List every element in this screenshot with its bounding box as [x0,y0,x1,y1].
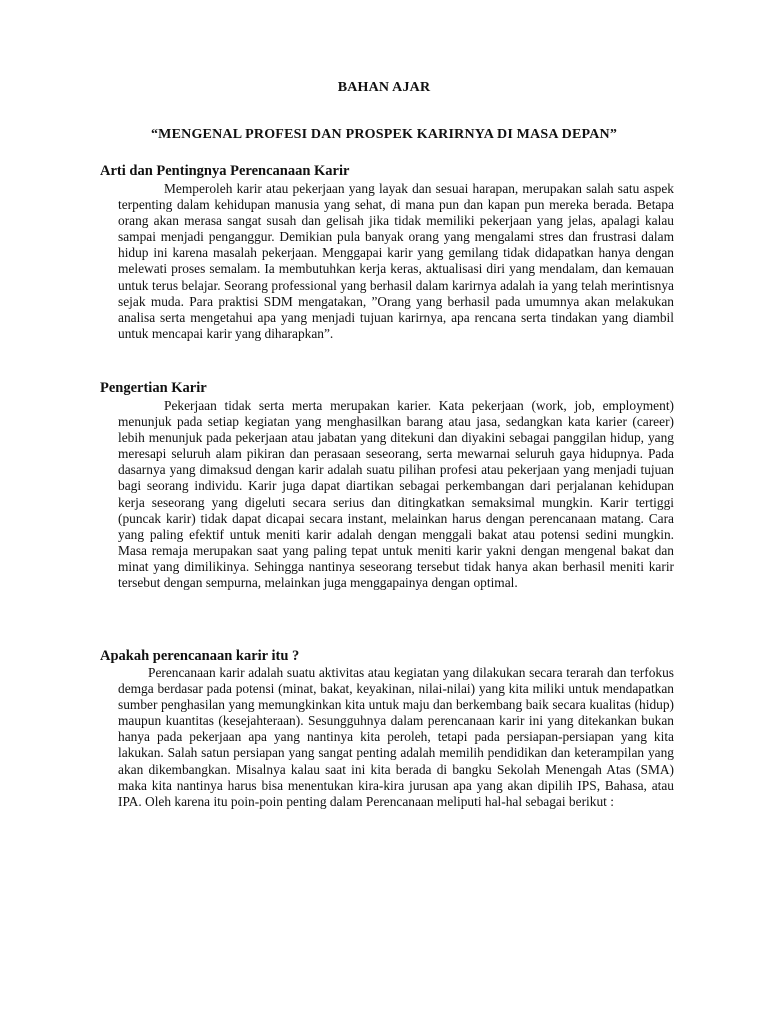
section-paragraph-perencanaan-karir [118,665,674,810]
section-heading-pengertian-karir: Pengertian Karir [100,380,207,396]
paragraph-text: Memperoleh karir atau pekerjaan yang layak dan sesuai harapan, merupakan salah satu aspek terpenting dalam kehidupan manusia yang sehat, di mana pun dan kapan pun mereka berada. Betapa orang akan merasa sangat susah dan gelisah jika tidak memiliki pekerjaan yang jelas, apalagi kalau sampai menjadi penganggur. Demikian pula banyak orang yang mengalami stres dan frustrasi dalam hidup ini karena masalah pekerjaan. Menggapai karir yang gemilang tidak didapatkan hanya dengan melewati proses semalam. Ia membutuhkan kerja keras, aktualisasi diri yang mendalam, dan kemauan untuk terus belajar. Seorang professional yang berhasil dalam karirnya adalah ia yang telah merintisnya sejak muda. Para praktisi SDM mengatakan, ”Orang yang berhasil pada umumnya akan melakukan analisa serta mengetahui apa yang menjadi tujuan karirnya, apa rencana serta tindakan yang diambil untuk mencapai karir yang diharapkan”. [118,181,674,341]
document-subtitle: “MENGENAL PROFESI DAN PROSPEK KARIRNYA DI MASA DEPAN” [150,127,618,142]
section-heading-arti-karir: Arti dan Pentingnya Perencanaan Karir [100,163,350,179]
section-heading-perencanaan-karir: Apakah perencanaan karir itu ? [100,648,300,664]
paragraph-text: Perencanaan karir adalah suatu aktivitas atau kegiatan yang dilakukan secara terarah dan terfokus demga berdasar pada potensi (minat, bakat, keyakinan, nilai-nilai) yang kita miliki untuk mendapatkan sumber penghasilan yang memungkinkan kita untuk maju dan berkembang baik secara kualitas (hidup) maupun kuantitas (kesejahteraan). Sesungguhnya dalam perencanaan karir ini yang ditekankan bukan hanya pada pekerjaan apa yang nantinya kita peroleh, tetapi pada persiapan-persiapan yang kita lakukan. Salah satun persiapan yang sangat penting adalah memilih pendidikan dan keterampilan yang akan dikembangkan. Misalnya kalau saat ini kita berada di bangku Sekolah Menengah Atas (SMA) maka kita nantinya harus bisa menentukan kira-kira jurusan apa yang akan dipilih IPS, Bahasa, atau IPA. Oleh karena itu poin-poin penting dalam Perencanaan meliputi hal-hal sebagai berikut : [118,665,674,809]
section-paragraph-pengertian-karir [118,398,674,591]
paragraph-text: Pekerjaan tidak serta merta merupakan karier. Kata pekerjaan (work, job, employment) menunjuk pada setiap kegiatan yang menghasilkan barang atau jasa, sedangkan kata karier (career) lebih menunjuk pada pekerjaan atau jabatan yang ditekuni dan diyakini sebagai panggilan hidup, yang meresapi seluruh alam pikiran dan perasaan seseorang, serta mewarnai seluruh gaya hidupnya. Pada dasarnya yang dimaksud dengan karir adalah suatu pilihan profesi atau pekerjaan yang menjadi tujuan bagi seorang individu. Karir juga dapat diartikan sebagai perkembangan dari perjalanan kehidupan kerja seseorang yang digeluti secara serius dan ditingkatkan semaksimal mungkin. Karir tertiggi (puncak karir) tidak dapat dicapai secara instant, melainkan harus dengan perencanaan matang. Cara yang paling efektif untuk meniti karir adalah dengan menggali bakat atau potensi sedini mungkin. Masa remaja merupakan saat yang paling tepat untuk meniti karir yakni dengan mengenal bakat dan minat yang dimilikinya. Sehingga nantinya seseorang tersebut tidak hanya akan berhasil meniti karir tersebut dengan sempurna, melainkan juga menggapainya dengan optimal. [118,398,674,591]
document-title: BAHAN AJAR [337,80,431,95]
section-paragraph-arti-karir [118,181,674,342]
